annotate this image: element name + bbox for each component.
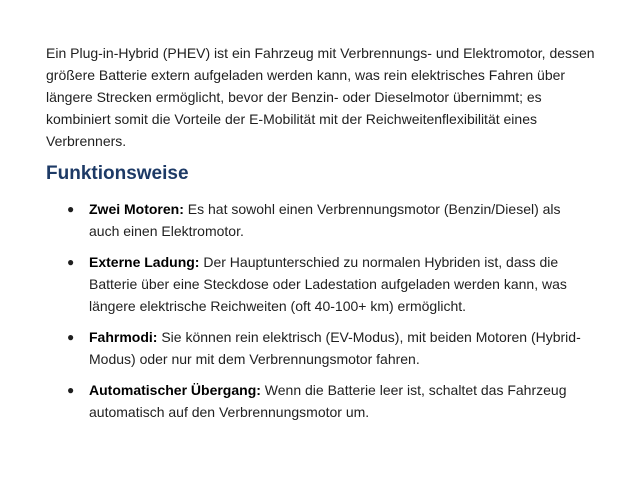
item-term: Zwei Motoren: <box>89 201 184 217</box>
item-text: Sie können rein elektrisch (EV-Modus), mit beiden Motoren (Hybrid-Modus) oder nur mit dem Verbrennungsmotor fahren. <box>89 329 581 367</box>
feature-list <box>64 198 594 432</box>
list-item <box>64 198 594 242</box>
item-text: Der Hauptunterschied zu normalen Hybriden ist, dass die Batterie über eine Steckdose oder Ladestation aufgeladen werden kann, was längere elektrische Reichweiten (oft 40-100+ km) ermöglicht. <box>89 254 567 314</box>
intro-paragraph: Ein Plug-in-Hybrid (PHEV) ist ein Fahrzeug mit Verbrennungs- und Elektromotor, dessen größere Batterie extern aufgeladen werden kann, was rein elektrisches Fahren über längere Strecken ermöglicht, bevor der Benzin- oder Dieselmotor übernimmt; es kombiniert somit die Vorteile der E-Mobilität mit der Reichweitenflexibilität eines Verbrenners. <box>46 45 595 149</box>
item-term: Automatischer Übergang: <box>89 382 261 398</box>
bullet-icon: ● <box>67 202 75 216</box>
bullet-icon: ● <box>67 330 75 344</box>
item-term: Fahrmodi: <box>89 329 158 345</box>
item-text: Es hat sowohl einen Verbrennungsmotor (Benzin/Diesel) als auch einen Elektromotor. <box>89 201 561 239</box>
bullet-icon: ● <box>67 383 75 397</box>
list-item <box>64 326 594 370</box>
list-item <box>64 379 594 423</box>
section-heading: Funktionsweise <box>46 163 189 184</box>
list-item <box>64 251 594 317</box>
item-text: Wenn die Batterie leer ist, schaltet das Fahrzeug automatisch auf den Verbrennungsmotor um. <box>89 382 567 420</box>
item-term: Externe Ladung: <box>89 254 200 270</box>
bullet-icon: ● <box>67 255 75 269</box>
